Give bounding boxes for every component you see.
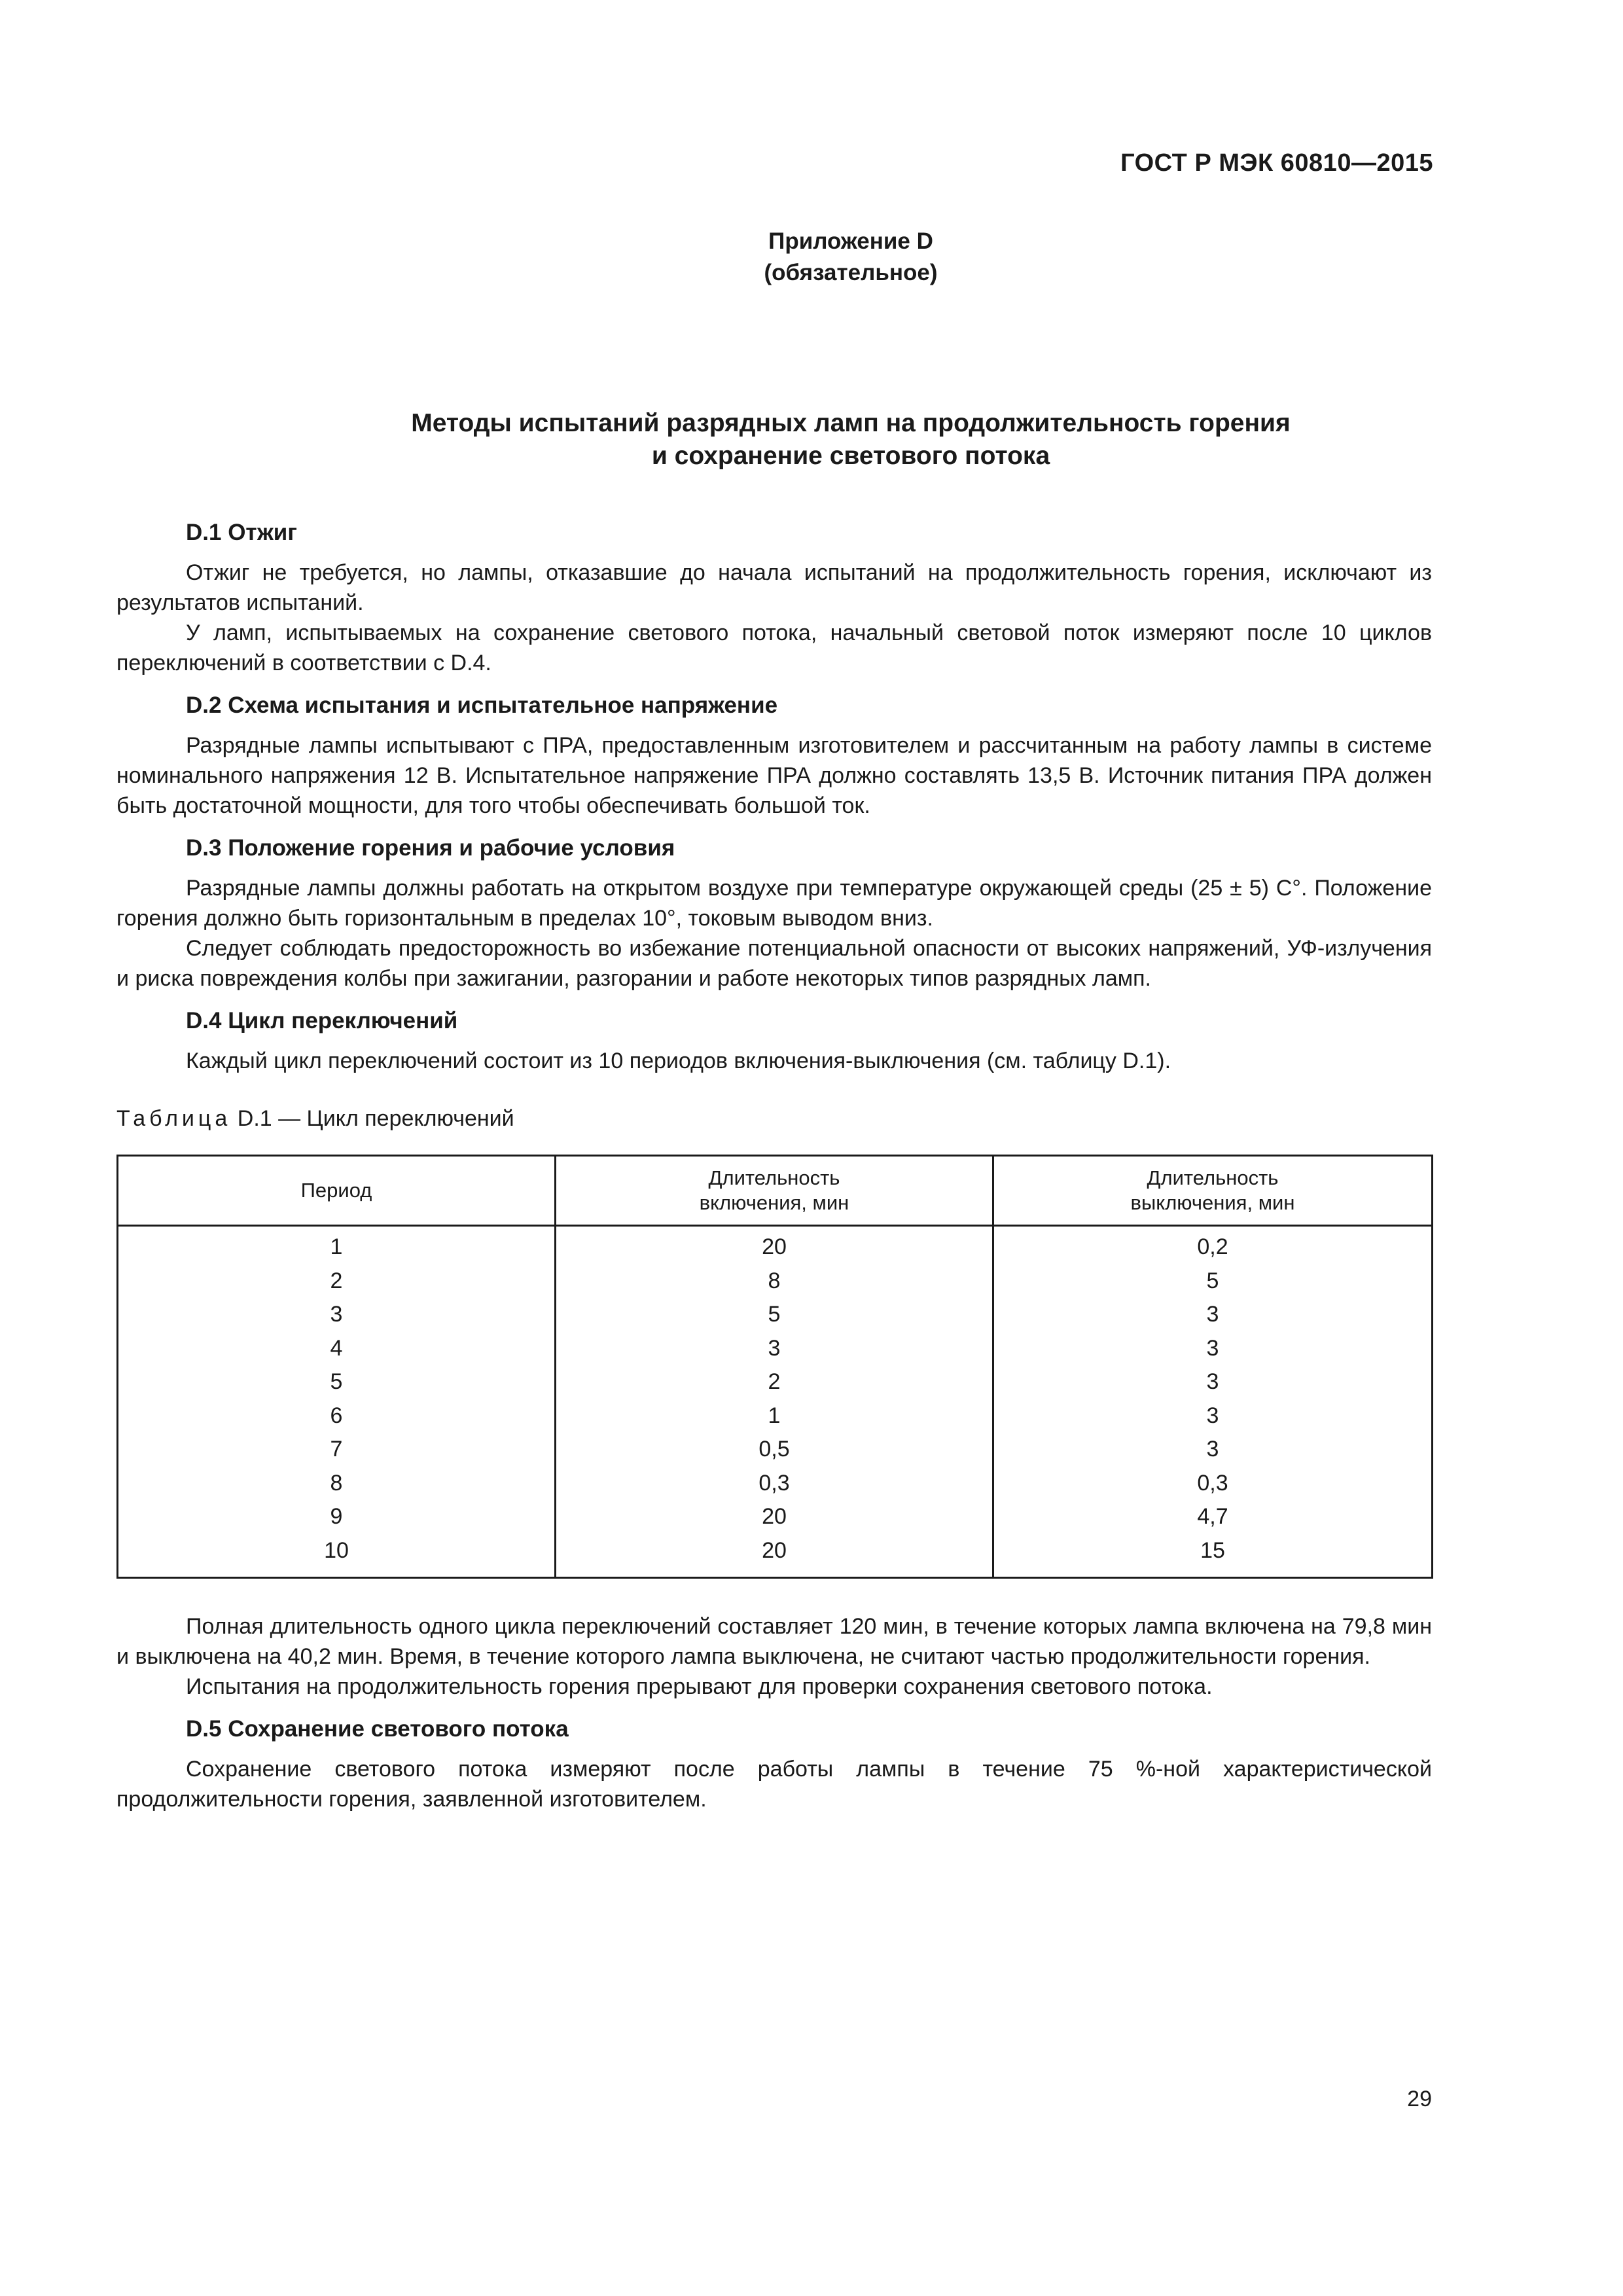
header-off-duration: Длительность выключения, мин <box>993 1156 1432 1226</box>
table-row: 6 1 3 <box>118 1399 1433 1433</box>
section-d2-heading: D.2 Схема испытания и испытательное напряжение <box>186 692 778 718</box>
table-row: 5 2 3 <box>118 1365 1433 1399</box>
header-on-duration: Длительность включения, мин <box>555 1156 993 1226</box>
title-line-1: Методы испытаний разрядных ламп на продолжительность горения <box>411 409 1291 437</box>
section-d1-heading: D.1 Отжиг <box>186 520 297 545</box>
table-caption <box>116 1106 514 1132</box>
page-number: 29 <box>1407 2087 1432 2111</box>
table-row: 3 5 3 <box>118 1298 1433 1332</box>
section-d3-paragraph-2: Следует соблюдать предосторожность во избежание потенциальной опасности от высоких напряжений, УФ-излучения и риска повреждения колбы при зажигании, разгорании и работе некоторых типов разрядных ламп. <box>116 936 1432 991</box>
annex-heading <box>0 226 1623 289</box>
annex-main-title <box>0 407 1623 473</box>
table-row: 7 0,5 3 <box>118 1433 1433 1467</box>
section-d3-paragraph-1: Разрядные лампы должны работать на открытом воздухе при температуре окружающей среды (25 ± 5) С°. Положение горения должно быть горизонтальным в пределах 10°, токовым выводом вниз. <box>116 876 1432 931</box>
table-header-row <box>118 1156 1433 1226</box>
section-d5-heading: D.5 Сохранение светового потока <box>186 1716 569 1742</box>
section-d1-paragraph-2: У ламп, испытываемых на сохранение светового потока, начальный световой поток измеряют после 10 циклов переключений в соответствии с D.4. <box>116 620 1432 675</box>
section-d4-heading: D.4 Цикл переключений <box>186 1008 458 1033</box>
interruption-paragraph: Испытания на продолжительность горения прерывают для проверки сохранения светового потока. <box>186 1674 1213 1699</box>
cycle-summary-paragraph: Полная длительность одного цикла переключений составляет 120 мин, в течение которых лампа включена на 79,8 мин и выключена на 40,2 мин. Время, в течение которого лампа выключена, не считают частью продолжительности горения. <box>116 1614 1432 1669</box>
title-line-2: и сохранение светового потока <box>651 442 1050 470</box>
header-period: Период <box>118 1156 556 1226</box>
section-d1-paragraph-1: Отжиг не требуется, но лампы, отказавшие до начала испытаний на продолжительность горения, исключают из результатов испытаний. <box>116 560 1432 615</box>
switching-cycle-table <box>116 1155 1433 1579</box>
sections-block-bottom <box>116 1611 1432 1814</box>
annex-title: Приложение D <box>768 228 933 254</box>
table-row: 1 20 0,2 <box>118 1230 1433 1265</box>
table-row: 4 3 3 <box>118 1332 1433 1366</box>
table-caption-word: Таблица <box>116 1106 232 1131</box>
section-d2-paragraph-1: Разрядные лампы испытывают с ПРА, предоставленным изготовителем и рассчитанным на работу лампы в системе номинального напряжения 12 В. Испытательное напряжение ПРА должно составлять 13,5 В. Источник питания ПРА должен быть достаточной мощности, для того чтобы обеспечивать большой ток. <box>116 733 1432 818</box>
section-d5-paragraph-1: Сохранение светового потока измеряют после работы лампы в течение 75 %-ной характеристической продолжительности горения, заявленной изготовителем. <box>116 1757 1432 1812</box>
table-row: 10 20 15 <box>118 1534 1433 1578</box>
table-caption-text: D.1 — Цикл переключений <box>231 1106 514 1131</box>
section-d4-paragraph-1: Каждый цикл переключений состоит из 10 периодов включения-выключения (см. таблицу D.1). <box>186 1049 1171 1073</box>
section-d3-heading: D.3 Положение горения и рабочие условия <box>186 835 675 861</box>
annex-status: (обязательное) <box>764 260 938 285</box>
sections-block-top <box>116 517 1432 1076</box>
table-row: 2 8 5 <box>118 1265 1433 1299</box>
table-row: 8 0,3 0,3 <box>118 1467 1433 1501</box>
standard-code-header: ГОСТ Р МЭК 60810—2015 <box>1120 149 1433 177</box>
table-row: 9 20 4,7 <box>118 1500 1433 1534</box>
